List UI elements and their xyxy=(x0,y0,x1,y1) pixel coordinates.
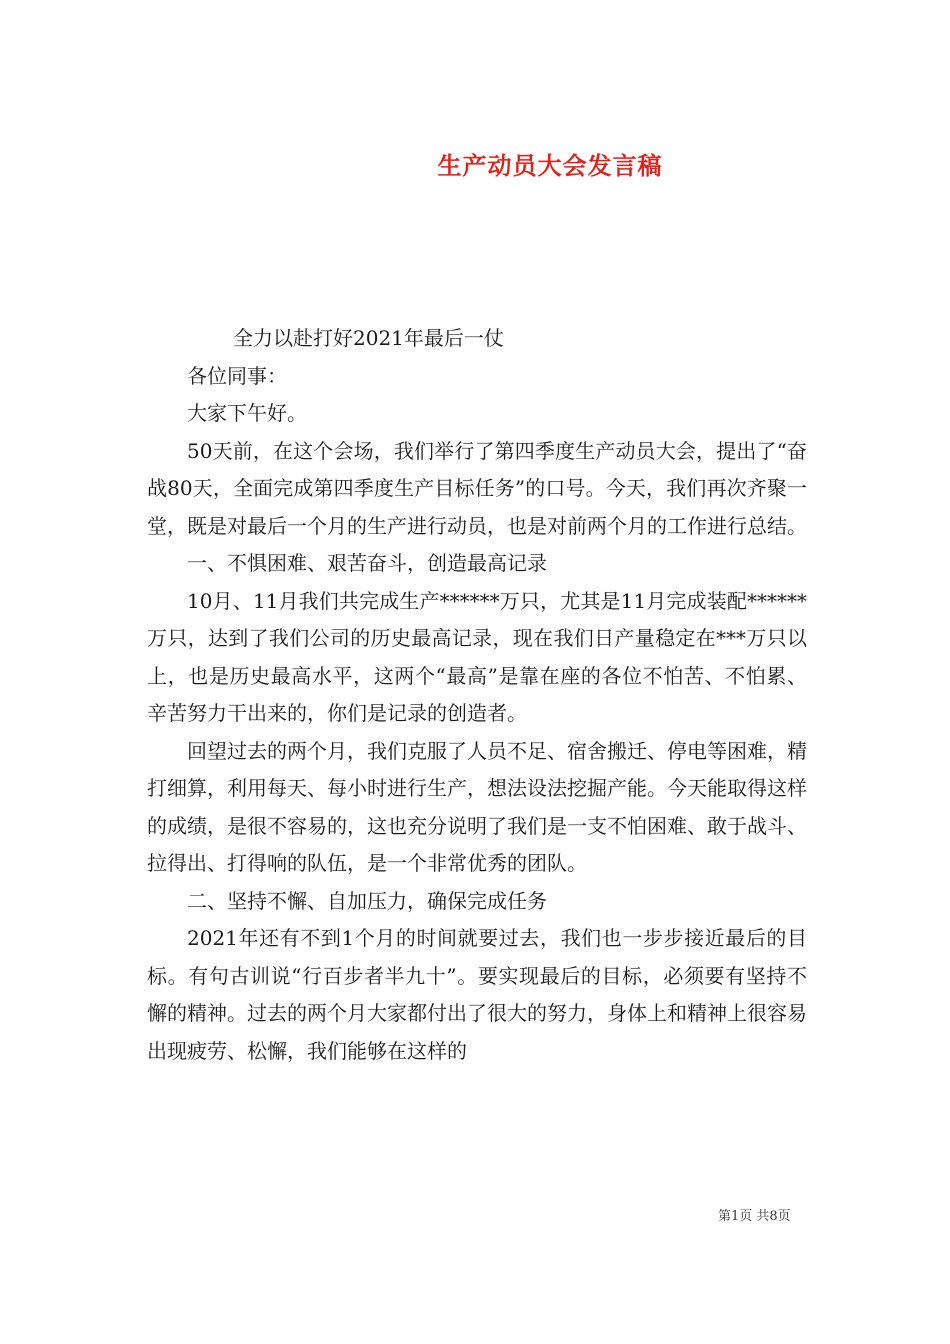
section-heading-1: 一、不惧困难、艰苦奋斗，创造最高记录 xyxy=(187,551,547,575)
paragraph-production: 10月、11月我们共完成生产******万只，尤其是11月完成装配******万只，达到了我们公司的历史最高记录，现在我们日产量稳定在***万只以上，也是历史最高水平，这两个“最高”是靠在座的各位不怕苦、不怕累、辛苦努力干出来的，你们是记录的创造者。 xyxy=(147,588,807,725)
document-title: 生产动员大会发言稿 xyxy=(437,151,663,181)
document-body xyxy=(147,320,807,1070)
page-number: 第1页 共8页 xyxy=(718,1209,791,1224)
paragraph-persistence: 2021年还有不到1个月的时间就要过去，我们也一步步接近最后的目标。有句古训说“行百步者半九十”。要实现最后的目标，必须要有坚持不懈的精神。过去的两个月大家都付出了很大的努力，身体上和精神上很容易出现疲劳、松懈，我们能够在这样的 xyxy=(147,926,807,1063)
paragraph-salutation: 大家下午好。 xyxy=(187,401,307,425)
section-heading-2: 二、坚持不懈、自加压力，确保完成任务 xyxy=(187,888,547,913)
document-subtitle: 全力以赴打好2021年最后一仗 xyxy=(233,326,504,350)
paragraph-greeting: 各位同事： xyxy=(187,363,287,388)
paragraph-review: 回望过去的两个月，我们克服了人员不足、宿舍搬迁、停电等困难，精打细算，利用每天、每小时进行生产，想法设法挖掘产能。今天能取得这样的成绩，是很不容易的，这也充分说明了我们是一支不怕困难、敢于战斗、拉得出、打得响的队伍，是一个非常优秀的团队。 xyxy=(147,738,807,875)
paragraph-intro: 50天前，在这个会场，我们举行了第四季度生产动员大会，提出了“奋战80天，全面完成第四季度生产目标任务”的口号。今天，我们再次齐聚一堂，既是对最后一个月的生产进行动员，也是对前两个月的工作进行总结。 xyxy=(147,438,807,538)
